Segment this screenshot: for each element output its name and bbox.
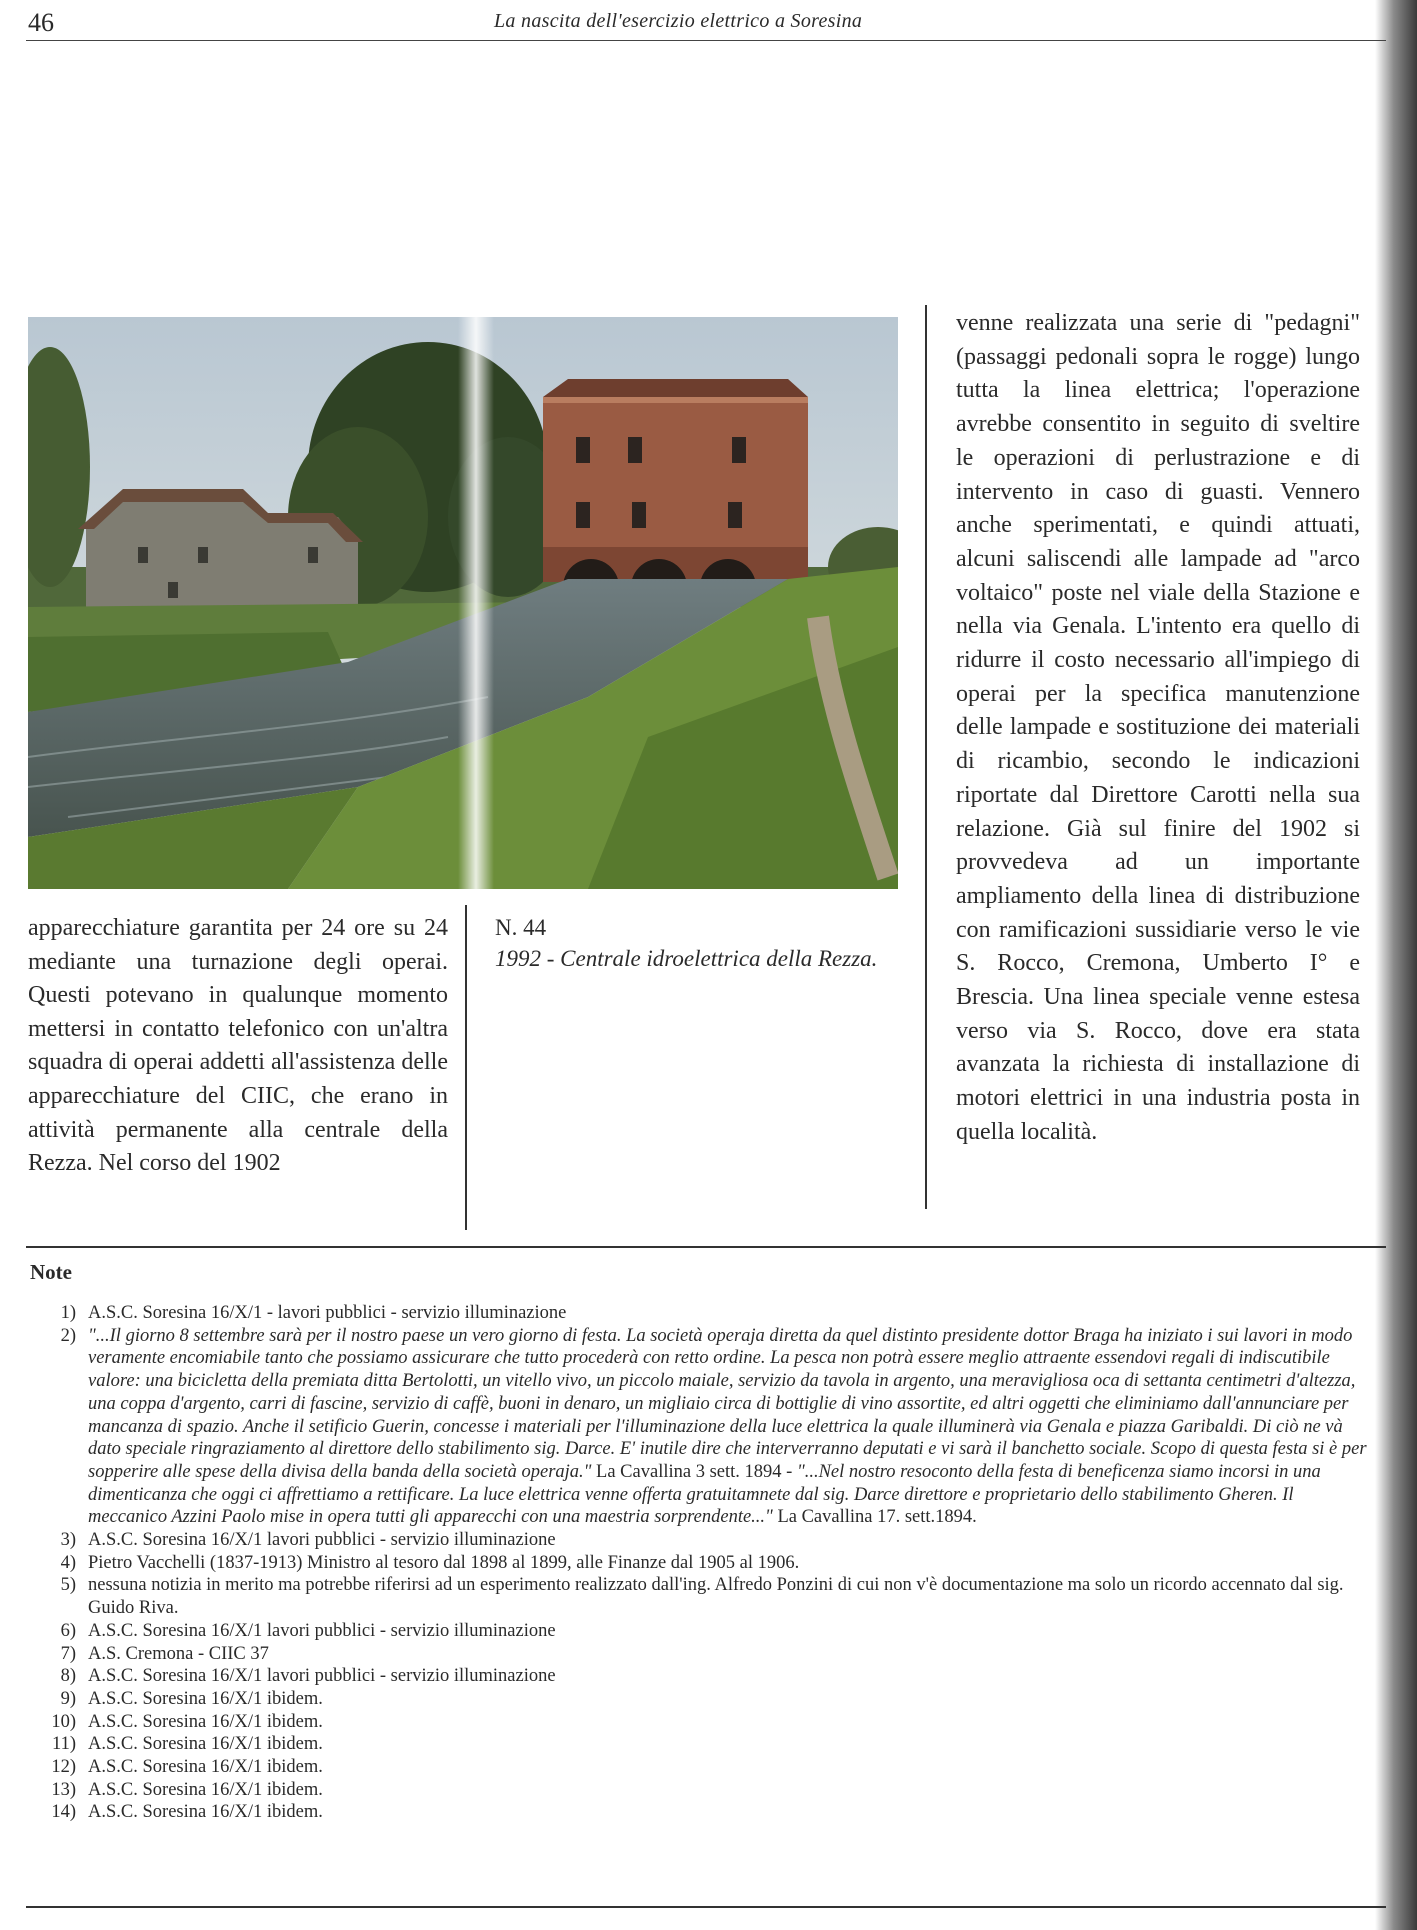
footnote — [28, 1325, 1368, 1529]
notes-heading: Note — [30, 1260, 72, 1284]
footnote — [28, 1779, 1368, 1802]
footnotes — [28, 1302, 1368, 1824]
footnote-text: nessuna notizia in merito ma potrebbe riferirsi ad un esperimento realizzato dall'ing. Alfredo Ponzini di cui non v'è documentazione ma solo un ricordo accennato dal sig. Guido Riva. — [88, 1575, 1344, 1619]
book-page-edge-shadow — [1375, 0, 1417, 1930]
footnote — [28, 1711, 1368, 1734]
caption-title: 1992 - Centrale idroelettrica della Rezza. — [495, 946, 878, 971]
footnote-text: A.S.C. Soresina 16/X/1 ibidem. — [88, 1734, 323, 1755]
footnote-text: A.S.C. Soresina 16/X/1 ibidem. — [88, 1757, 323, 1778]
footnote-text: A.S.C. Soresina 16/X/1 ibidem. — [88, 1688, 323, 1709]
footnote — [28, 1574, 1368, 1619]
footnote-text: A.S.C. Soresina 16/X/1 ibidem. — [88, 1802, 323, 1823]
footnote-source: La Cavallina 17. sett.1894. — [772, 1507, 977, 1528]
footnote — [28, 1665, 1368, 1688]
footnote-text: Pietro Vacchelli (1837-1913) Ministro al tesoro dal 1898 al 1899, alle Finanze dal 1905 al 1906. — [88, 1552, 800, 1573]
footnote-text — [88, 1325, 1368, 1529]
footnote-number: 6) — [60, 1620, 76, 1641]
column-divider — [465, 905, 467, 1230]
header-rule — [26, 40, 1386, 41]
footnote-number: 9) — [60, 1688, 76, 1709]
footnote — [28, 1756, 1368, 1779]
footnote-number: 5) — [60, 1575, 76, 1596]
footnote-number: 2) — [60, 1325, 76, 1346]
bottom-rule — [26, 1906, 1386, 1908]
body-text-left-column — [28, 912, 448, 1181]
hydroelectric-plant-photo — [28, 317, 898, 889]
footnote — [28, 1302, 1368, 1325]
footnote-quote: "...Il giorno 8 settembre sarà per il nostro paese un vero giorno di festa. La società operaja diretta da quel distinto presidente dottor Braga ha iniziato i sui lavori in modo veramente encomiabile tanto che possiamo assicurare che tutto procederà con retto ordine. La pesca non potrà essere meglio attraente essendovi regali di indiscutibile valore: una bicicletta della premiata ditta Bertolotti, un vitello vivo, un piccolo maiale, servizio da tavola in argento, una meravigliosa oca di settanta centimetri d'altezza, una coppa d'argento, carri di fascine, servizio di caffè, buoni in denaro, un migliaio circa di bottiglie di vino assortite, ed altri oggetti che eliminiamo dall'annunciare per mancanza di spazio. Anche il setificio Guerin, concesse i materiali per l'illuminazione della luce elettrica la quale illuminerà via Genala e piazza Garibaldi. Di ciò ne và dato speciale ringraziamento al direttore dello stabilimento sig. Darce. E' inutile dire che interverranno deputati e vi sarà il banchetto sociale. Scopo di questa festa si è per sopperire alle spese della divisa della banda della società operaja." — [88, 1325, 1367, 1482]
page-number: 46 — [28, 8, 54, 37]
footnote-number: 4) — [60, 1552, 76, 1573]
footnote — [28, 1688, 1368, 1711]
footnote-quote: "...Nel nostro resoconto della festa di beneficenza siamo incorsi in una dimenticanza che oggi ci affrettiamo a rettificare. La luce elettrica venne offerta gratuitamnete dal sig. Darce direttore e proprietario dello stabilimento Gheren. Il meccanico Azzini Paolo mise in opera tutti gli apparecchi con una maestria sorprendente..." — [88, 1461, 1321, 1528]
footnote-text: A.S.C. Soresina 16/X/1 lavori pubblici - servizio illuminazione — [88, 1530, 556, 1551]
footnote-text: A.S.C. Soresina 16/X/1 lavori pubblici - servizio illuminazione — [88, 1666, 556, 1687]
photo-caption — [495, 912, 877, 974]
footnote-number: 10) — [51, 1711, 76, 1732]
footnote-source: La Cavallina 3 sett. 1894 - — [591, 1461, 797, 1482]
footnote — [28, 1733, 1368, 1756]
footnote-text: A.S.C. Soresina 16/X/1 ibidem. — [88, 1779, 323, 1800]
notes-rule — [26, 1246, 1386, 1248]
footnote-number: 12) — [51, 1757, 76, 1778]
caption-number: N. 44 — [495, 915, 547, 940]
footnote-text: A.S.C. Soresina 16/X/1 ibidem. — [88, 1711, 323, 1732]
right-column-paragraph: venne realizzata una serie di "pedagni" (passaggi pedonali sopra le rogge) lungo tutta la linea elettrica; l'operazione avrebbe consentito in seguito di sveltire le operazioni di perlustrazione e di intervento in caso di guasti. Vennero anche sperimentati, e quindi attuati, alcuni saliscendi alle lampade ad "arco voltaico" poste nel viale della Stazione e nella via Genala. L'intento era quello di ridurre il costo necessario all'impiego di operai per la specifica manutenzione delle lampade e sostituzione dei materiali di ricambio, secondo le indicazioni riportate dal Direttore Carotti nella sua relazione. Già sul finire del 1902 si provvedeva ad un importante ampliamento della linea di distribuzione con ramificazioni sussidiarie verso le vie S. Rocco, Cremona, Umberto I° e Brescia. Una linea speciale venne estesa verso via S. Rocco, dove era stata avanzata la richiesta di installazione di motori elettrici in una industria posta in quella località. — [956, 310, 1360, 1145]
footnote-text: A.S.C. Soresina 16/X/1 - lavori pubblici - servizio illuminazione — [88, 1303, 567, 1323]
footnote-number: 11) — [52, 1734, 76, 1755]
footnote-text: A.S.C. Soresina 16/X/1 lavori pubblici - servizio illuminazione — [88, 1620, 556, 1641]
footnote — [28, 1801, 1368, 1824]
column-divider — [925, 305, 927, 1209]
footnote-number: 14) — [51, 1802, 76, 1823]
footnote-number: 3) — [60, 1530, 76, 1551]
footnote-number: 8) — [60, 1666, 76, 1687]
left-column-paragraph: apparecchiature garantita per 24 ore su 24 mediante una turnazione degli operai. Questi potevano in qualunque momento mettersi in contatto telefonico con un'altra squadra di operai addetti all'assistenza delle apparecchiature del CIIC, che erano in attività permanente alla centrale della Rezza. Nel corso del 1902 — [28, 915, 448, 1177]
running-title: La nascita dell'esercizio elettrico a Soresina — [494, 10, 863, 32]
footnote — [28, 1552, 1368, 1575]
footnote-number: 13) — [51, 1779, 76, 1800]
footnote-number: 1) — [60, 1303, 76, 1323]
body-text-right-column — [956, 307, 1360, 1150]
footnote-number: 7) — [60, 1643, 76, 1664]
footnote — [28, 1643, 1368, 1666]
footnote — [28, 1620, 1368, 1643]
footnote-text: A.S. Cremona - CIIC 37 — [88, 1643, 269, 1664]
footnote — [28, 1529, 1368, 1552]
